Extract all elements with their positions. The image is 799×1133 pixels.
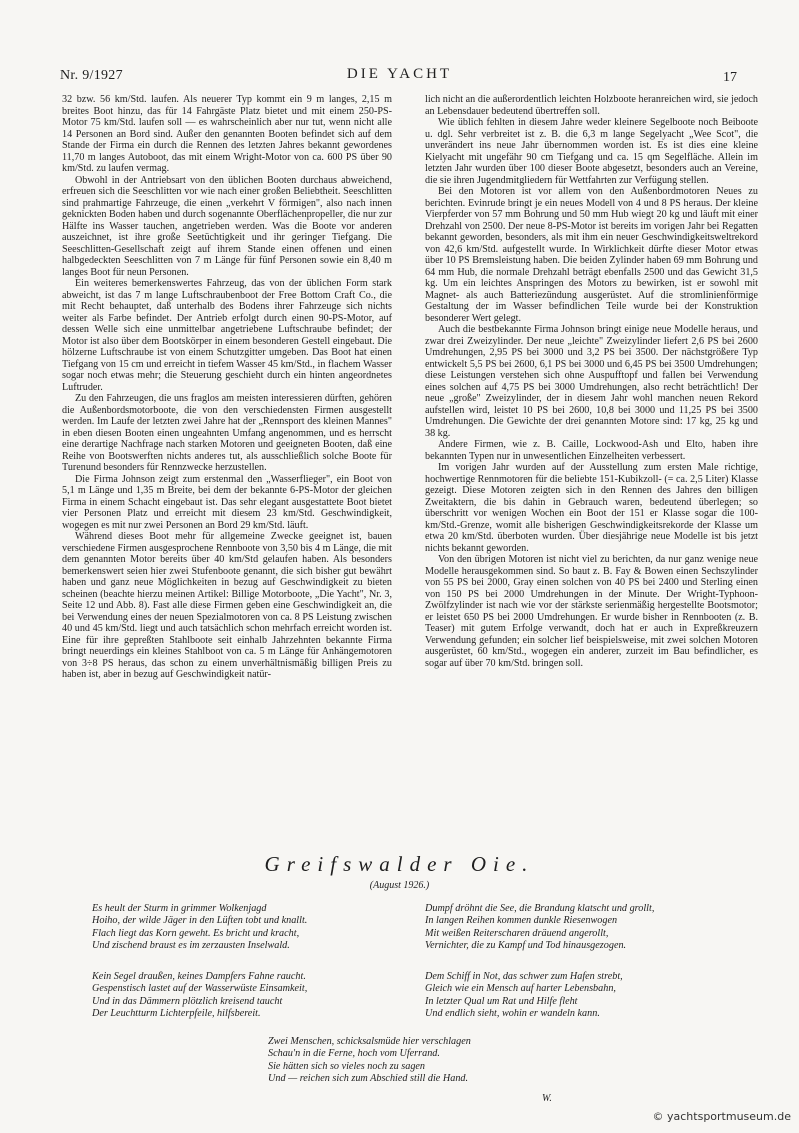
poem-line: Und — reichen sich zum Abschied still die Hand.	[268, 1073, 469, 1085]
paragraph: Auch die bestbekannte Firma Johnson bringt einige neue Modelle heraus, und zwar drei Zweizylinder. Der neue „leichte" Zweizylinder liefert 2,6 PS bei 2600 Umdrehungen, 2,95 PS bei 3000 und 3,2 PS bei 3500. Der nächstgrößere Typ entwickelt 5,5 PS bei 2600, 6,1 PS bei 3000 und 6,45 PS bei 3500 Umdrehungen; diese Leistungen verstehen sich ohne Auspufftopf und fallen bei Verwendung eines solchen auf 4,75 PS bei 3000 Umdrehungen, also recht beträchtlich! Der neue „große" Zweizylinder, der in diesem Jahr wohl manchen neuen Rekord aufstellen wird, leistet 10 PS bei 2600, 10,8 bei 3000 und 11,25 PS bei 3500 Umdrehungen. Die Gewichte der drei genannten Motore sind: 17 kg, 25 kg und 38 kg.	[425, 324, 758, 439]
poem-line: Es heult der Sturm in grimmer Wolkenjagd	[92, 903, 267, 914]
article-column-right	[425, 94, 758, 819]
watermark: © yachtsportmuseum.de	[652, 1110, 791, 1123]
article-column-left	[62, 94, 392, 819]
paragraph: Ein weiteres bemerkenswertes Fahrzeug, das von der üblichen Form stark abweicht, ist das 7 m lange Luftschraubenboot der Free Bottom Craft Co., die mit Recht behauptet, daß unterhalb des Bodens ihrer Fahrzeuge sich nichts weiter als Farbe befindet. Der Antrieb erfolgt durch einen 90-PS-Motor, auf dessen Welle sich eine unmittelbar angetriebene Luftschraube befindet; der Motor ist also über dem Bootskörper in einem besonderen Gestell eingebaut. Die hölzerne Luftschraube ist von einem Schutzgitter umgeben. Das Boot hat einen Tiefgang von 15 cm und erreicht in tiefem Wasser 45 km/Std., in flachem Wasser sogar noch etwas mehr; die Steuerung geschieht durch ein hinten angeordnetes Luftruder.	[62, 278, 392, 393]
poem-line: Sie hätten sich so vieles noch zu sagen	[268, 1060, 426, 1072]
paragraph: lich nicht an die außerordentlich leichten Holzboote heranreichen wird, sie jedoch an Lebensdauer bedeutend übertreffen soll.	[425, 94, 758, 117]
paragraph: Obwohl in der Antriebsart von den üblichen Booten durchaus abweichend, erfreuen sich die Seeschlitten vor wie nach einer großen Beliebtheit. Seeschlitten sind prahmartige Fahrzeuge, die einen „verkehrt V förmigen", also nach innen geknickten Boden haben und durch sogenannte Oberflächenpropeller, die nur zur Hälfte ins Wasser tauchen, angetrieben werden. Was die Boote vor anderen auszeichnet, ist ihre große Seetüchtigkeit und ihr geringer Tiefgang. Die Seeschlitten-Gesellschaft zeigt auf ihrem Stande einen offenen und einen halbgedeckten Seeschlitten von 7 m Länge für fünf Personen sowie ein 8,40 m langes Boot für neun Personen.	[62, 174, 392, 278]
poem-line: Und endlich sieht, wohin er wandeln kann.	[425, 1008, 600, 1020]
paragraph: Andere Firmen, wie z. B. Caille, Lockwood-Ash und Elto, haben ihre bekannten Typen nur in unwesentlichen Einzelheiten verbessert.	[425, 439, 758, 462]
poem-stanza	[92, 903, 412, 953]
poem-line: Schau'n in die Ferne, hoch vom Uferrand.	[268, 1048, 440, 1060]
paragraph: Bei den Motoren ist vor allem von den Außenbordmotoren Neues zu berichten. Evinrude bringt je ein neues Modell von 4 und 8 PS heraus. Der kleine Vierpferder von 57 mm Bohrung und 50 mm Hub wiegt 20 kg und läuft mit einer Drehzahl von 2500. Der neue 8-PS-Motor ist bereits im vorigen Jahr bei Regatten bekannt geworden, besonders, als mit ihm ein neuer Geschwindigkeitsweltrekord von 42,6 km/Std. aufgestellt wurde. In Wirklichkeit dürfte dieser Motor etwas über 10 PS Bremsleistung haben. Die beiden Zylinder haben 69 mm Bohrung und 64 mm Hub, die normale Drehzahl beträgt ebenfalls 2500 und das Gewicht 31,5 kg. Um ein leichtes Anspringen des Motors zu bewirken, ist er sowohl mit Magnet- als auch Batteriezündung ausgerüstet. Auf die stromlinienförmige Gestaltung der im Wasser befindlichen Teile wurde bei der Konstruktion besonderer Wert gelegt.	[425, 186, 758, 324]
poem-line: Dumpf dröhnt die See, die Brandung klatscht und grollt,	[425, 903, 655, 914]
poem-stanza	[268, 1036, 588, 1086]
magazine-title: DIE YACHT	[346, 66, 453, 82]
poem-line: Kein Segel draußen, keines Dampfers Fahne raucht.	[92, 971, 306, 982]
poem-stanza	[425, 903, 745, 953]
poem-line: Hoiho, der wilde Jäger in den Lüften tobt und knallt.	[92, 915, 308, 927]
poem-line: In langen Reihen kommen dunkle Riesenwogen	[425, 915, 618, 927]
poem-line: Und zischend braust es im zerzausten Inselwald.	[92, 940, 290, 952]
poem-line: Dem Schiff in Not, das schwer zum Hafen strebt,	[425, 971, 623, 982]
issue-number: Nr. 9/1927	[60, 68, 123, 83]
poem-line: In letzter Qual um Rat und Hilfe fleht	[425, 995, 578, 1007]
poem-title: Greifswalder Oie.	[264, 852, 535, 876]
paragraph: 32 bzw. 56 km/Std. laufen. Als neuerer Typ kommt ein 9 m langes, 2,15 m breites Boot hinzu, das für 14 Fahrgäste Platz bietet und mit einem 250-PS-Motor 75 km/Std. laufen soll — es wahrscheinlich aber nur tut, wenn nicht alle 14 Personen an Bord sind. Außer den genannten Booten befindet sich auf dem Stande der Firma ein durch die Rennen des letzten Jahres bekannt gewordenes 11,70 m langes Autoboot, das mit einem Wright-Motor von ca. 600 PS über 90 km/Std. zu laufen vermag.	[62, 94, 392, 174]
poem-line: Zwei Menschen, schicksalsmüde hier verschlagen	[268, 1036, 471, 1047]
poem-stanza	[92, 971, 412, 1021]
poem-line: Und in das Dämmern plötzlich kreisend taucht	[92, 995, 283, 1007]
paragraph: Im vorigen Jahr wurden auf der Ausstellung zum ersten Male richtige, hochwertige Rennmotoren für die beliebte 151-Kubikzoll- (= ca. 2,5 Liter) Klasse gezeigt. Diese Motoren zeigten sich in den Rennen des Jahres den billigen Zweitaktern, die bis dahin in Gebrauch waren, bedeutend überlegen; so überschritt vor wenigen Wochen ein Boot der 151 er Klasse sogar die 100-km/Std.-Grenze, womit alle bisherigen Geschwindigkeitsrekorde der Klasse um etwa 20 km/Std. überboten wurden. Über diesjährige neue Modelle ist bis jetzt nichts bekannt geworden.	[425, 462, 758, 554]
poem-line: Mit weißen Reiterscharen dräuend angerollt,	[425, 927, 609, 939]
paragraph: Wie üblich fehlten in diesem Jahre weder kleinere Segelboote noch Beiboote u. dgl. Sehr verbreitet ist z. B. die 6,3 m lange Segelyacht „Wee Scot", die unverändert ins neue Jahr übernommen worden ist. Es ist dies eine kleine Kielyacht mit ungefähr 90 cm Tiefgang und ca. 15 qm Segelfläche. Allein im letzten Jahr wurden über 100 dieser Boote abgesetzt, besonders auch an Vereine, die sie ihren Jugendmitgliedern für Wettfahrten zur Verfügung stellen.	[425, 117, 758, 186]
poem-line: Vernichter, die zu Kampf und Tod hinausgezogen.	[425, 940, 627, 952]
poem-stanza	[425, 971, 745, 1021]
poem-line: Gleich wie ein Mensch auf harter Lebensbahn,	[425, 983, 616, 995]
paragraph: Die Firma Johnson zeigt zum erstenmal den „Wasserflieger", ein Boot von 5,1 m Länge und 1,35 m Breite, bei dem der bekannte 6-PS-Motor der gleichen Firma in einem Schacht eingebaut ist. Das sehr elegant ausgestattete Boot bietet vier Personen Platz und erreicht mit diesem 23 km/Std. Geschwindigkeit, wogegen es mit nur zwei Personen an Bord 29 km/Std. läuft.	[62, 473, 392, 531]
paragraph: Von den übrigen Motoren ist nicht viel zu berichten, da nur ganz wenige neue Modelle herausgekommen sind. So baut z. B. Fay & Bowen einen Sechszylinder von 55 PS bei 2000, Gray einen solchen von 40 PS bei 2400 und Sterling einen von 150 PS bei 2000 Umdrehungen in der Minute. Der Wright-Typhoon-Zwölfzylinder ist nach wie vor der stärkste serienmäßig hergestellte Bootsmotor; er leistet 650 PS bei 2000 Umdrehungen. Er wurde bisher in Rennbooten (z. B. Teaser) mit gutem Erfolge verwandt, doch hat er auch in Expreßkreuzern Verwendung gefunden; ein solcher lief beispielsweise, mit zwei solchen Motoren ausgerüstet, 60 km/Std., wogegen ein anderer, zurzeit im Bau befindlicher, es sogar auf über 70 km/Std. bringen soll.	[425, 554, 758, 669]
poem-line: Der Leuchtturm Lichterpfeile, hilfsbereit.	[92, 1008, 261, 1020]
page-number: 17	[723, 70, 737, 85]
poem-line: Flach liegt das Korn geweht. Es bricht und kracht,	[92, 927, 300, 939]
paragraph: Zu den Fahrzeugen, die uns fraglos am meisten interessieren dürften, gehören die Außenbordsmotorboote, die von den verschiedensten Firmen ausgestellt werden. Im Laufe der letzten zwei Jahre hat der „Rennsport des kleinen Mannes" in eben diesen Booten einen ungeahnten Umfang angenommen, und es herrscht eine derartige Nachfrage nach starken Motoren und geeigneten Booten, daß eine Reihe von Bootswerften nichts anderes tut, als ausschließlich solche Boote für Turenund besonders für Rennzwecke herzustellen.	[62, 393, 392, 473]
poem-line: Gespenstisch lastet auf der Wasserwüste Einsamkeit,	[92, 983, 308, 995]
poem-signature: W.	[542, 1093, 552, 1104]
poem-date: (August 1926.)	[369, 880, 430, 891]
paragraph: Während dieses Boot mehr für allgemeine Zwecke geeignet ist, bauen verschiedene Firmen ausgesprochene Rennboote von 3,50 bis 4 m Länge, die mit dem genannten Motor bereits über 40 km/Std gelaufen haben. Als besonders bemerkenswert seien hier zwei Stufenboote genannt, die sich bisher gut bewährt haben und ganz neue Möglichkeiten in bezug auf Geschwindigkeit zu bieten scheinen (beachte hierzu meinen Artikel: Billige Motorboote, „Die Yacht", Nr. 3, Seite 12 und Abb. 8). Fast alle diese Firmen geben eine Geschwindigkeit an, die bei Verwendung eines der neuen Spezialmotoren von ca. 8 PS Leistung zwischen 40 und 45 km/Std. liegt und auch tatsächlich schon mehrfach erreicht worden ist. Eine für ihre gepreßten Stahlboote seit einhalb Jahrzehnten bekannte Firma bringt neuerdings ein kleines Stahlboot von ca. 5 m Länge für Anhängemotoren von 3÷8 PS heraus, das schon zu einem unverhältnismäßig billigen Preis zu haben ist, aber in bezug auf Geschwindigkeit natür-	[62, 531, 392, 680]
